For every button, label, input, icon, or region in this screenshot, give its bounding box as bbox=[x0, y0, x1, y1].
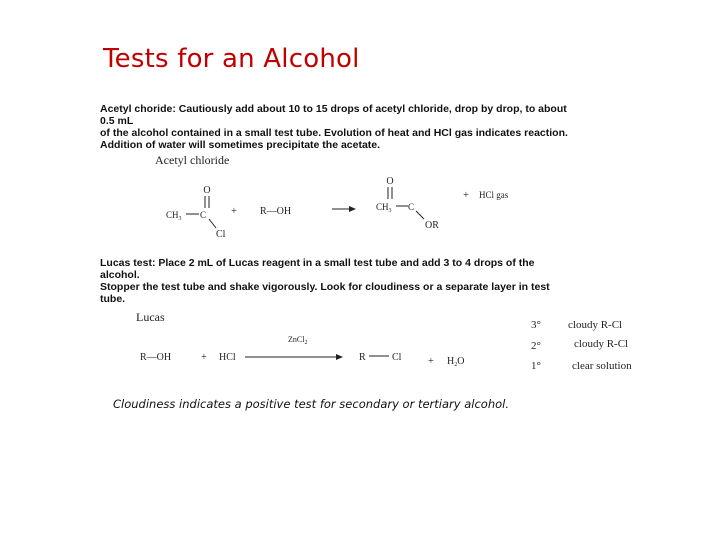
lucas-line-1 bbox=[100, 257, 570, 281]
result-text-3: clear solution bbox=[572, 360, 632, 372]
acetyl-arrow-head bbox=[349, 206, 356, 212]
acetyl-ch3: $CH_3$ bbox=[166, 210, 182, 222]
lucas-arrow-head bbox=[336, 354, 343, 360]
product-or: OR bbox=[425, 220, 439, 231]
acetyl-line-2: of the alcohol contained in a small test tube. Evolution of heat and HCl gas indicates reaction. bbox=[100, 127, 568, 139]
product-carbon: C bbox=[408, 202, 415, 212]
product-plus: + bbox=[463, 190, 469, 201]
hcl-gas: HCl gas bbox=[479, 190, 509, 200]
result-text-1: cloudy R-Cl bbox=[568, 319, 623, 331]
acetyl-scheme-label: Acetyl chloride bbox=[155, 153, 230, 167]
result-degree-3: 1° bbox=[531, 360, 541, 372]
result-degree-2: 2° bbox=[531, 340, 541, 352]
acetyl-chlorine: Cl bbox=[216, 229, 226, 240]
acetyl-line-1-text: : Cautiously add about 10 to 15 drops of acetyl chloride, drop by drop, to about 0.5 mL bbox=[100, 103, 567, 127]
acetyl-carbon: C bbox=[200, 210, 207, 220]
acetyl-oxygen: O bbox=[203, 185, 211, 196]
lucas-plus-2: + bbox=[428, 356, 434, 367]
acetyl-heading: Acetyl choride bbox=[100, 103, 173, 115]
result-degree-1: 3° bbox=[531, 319, 541, 331]
lucas-plus: + bbox=[201, 352, 207, 363]
product-bond-or bbox=[416, 211, 424, 219]
lucas-alcohol: R—OH bbox=[140, 352, 172, 363]
lucas-line-2: Stopper the test tube and shake vigorously. Look for cloudiness or a separate layer in test tube. bbox=[100, 281, 550, 305]
lucas-product-cl: Cl bbox=[392, 352, 402, 363]
page-title: Tests for an Alcohol bbox=[103, 44, 360, 74]
lucas-water: $H_2O$ bbox=[447, 356, 465, 368]
caption: Cloudiness indicates a positive test for secondary or tertiary alcohol. bbox=[113, 397, 509, 411]
lucas-test-paragraph bbox=[100, 257, 570, 305]
lucas-catalyst: ZnCl$_2$ bbox=[288, 335, 308, 346]
lucas-scheme-label: Lucas bbox=[136, 310, 165, 324]
product-ch3: $CH_3$ bbox=[376, 202, 392, 214]
lucas-product-r: R bbox=[359, 352, 366, 363]
lucas-hcl: HCl bbox=[219, 352, 236, 363]
acetyl-alcohol: R—OH bbox=[260, 206, 292, 217]
acetyl-plus: + bbox=[231, 206, 237, 217]
lucas-heading: Lucas test bbox=[100, 257, 152, 269]
acetyl-line-3: Addition of water will sometimes precipitate the acetate. bbox=[100, 139, 381, 151]
acetyl-bond-cl bbox=[209, 219, 216, 228]
lucas-line-1-text: : Place 2 mL of Lucas reagent in a small test tube and add 3 to 4 drops of the alcohol. bbox=[100, 257, 535, 281]
product-oxygen: O bbox=[386, 176, 394, 187]
result-text-2: cloudy R-Cl bbox=[574, 338, 629, 350]
